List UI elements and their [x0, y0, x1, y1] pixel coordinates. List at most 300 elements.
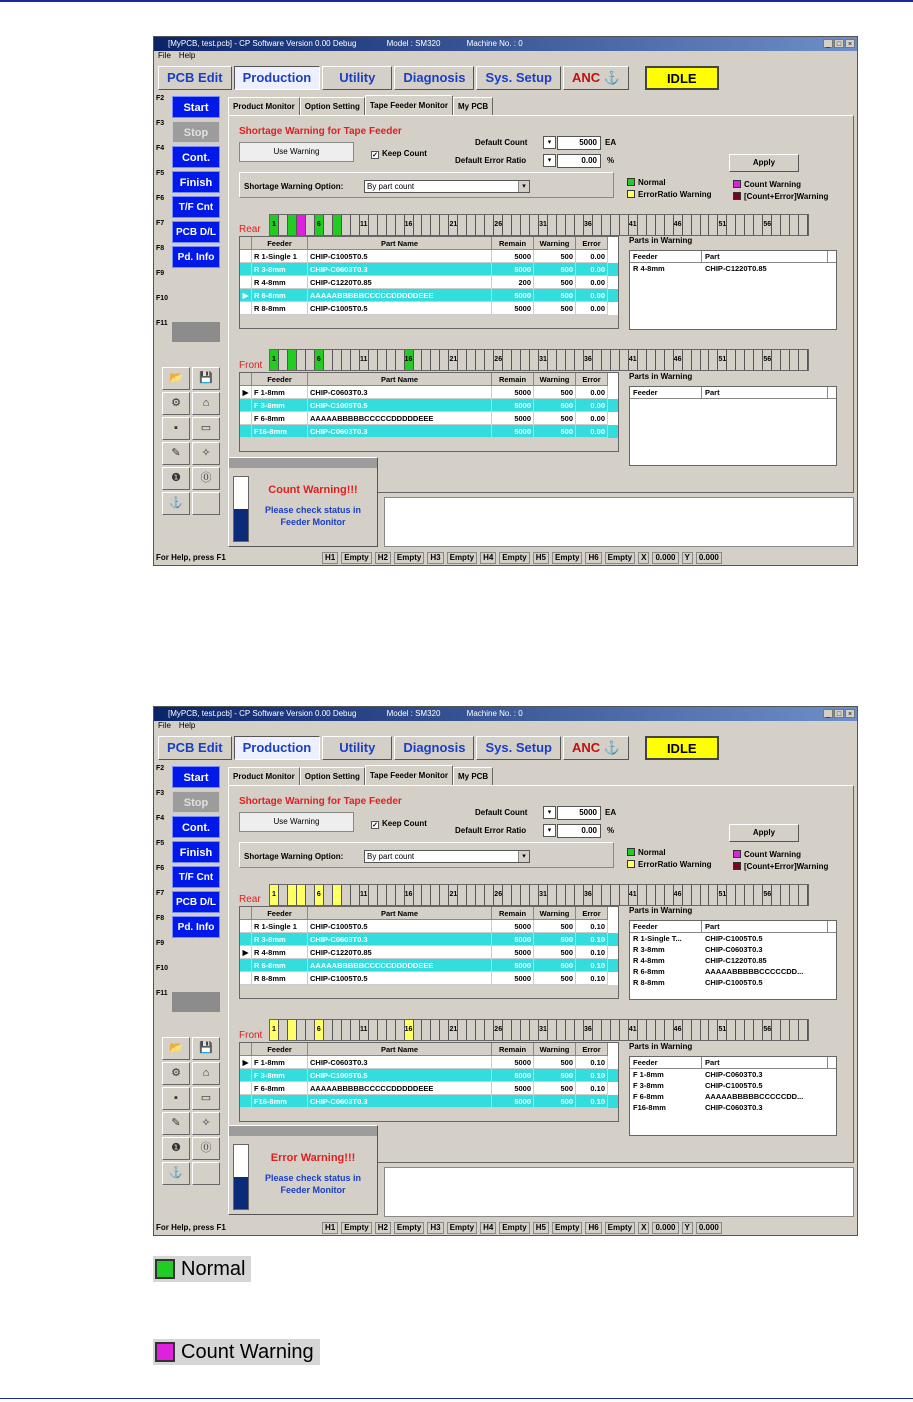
- header-cell[interactable]: Error: [576, 907, 608, 920]
- home-check-icon[interactable]: ⌂: [192, 1062, 220, 1085]
- blank-tool[interactable]: [192, 492, 220, 515]
- header-cell[interactable]: Feeder: [252, 907, 308, 920]
- default-error-dropdown[interactable]: ▾: [543, 824, 556, 837]
- feeder-slot[interactable]: [476, 1020, 485, 1040]
- feeder-slot[interactable]: [692, 350, 701, 370]
- feeder-slot[interactable]: [683, 1020, 692, 1040]
- tab-tape-feeder-monitor[interactable]: Tape Feeder Monitor: [365, 765, 453, 785]
- feeder-slot[interactable]: [611, 215, 620, 235]
- feeder-slot[interactable]: [440, 350, 449, 370]
- use-warning-button[interactable]: Use Warning: [239, 142, 354, 162]
- feeder-slot[interactable]: [566, 215, 575, 235]
- header-cell[interactable]: Error: [576, 1043, 608, 1056]
- feeder-slot[interactable]: [440, 885, 449, 905]
- list-item[interactable]: [630, 1091, 836, 1102]
- feeder-slot[interactable]: [396, 1020, 405, 1040]
- feeder-slot[interactable]: [431, 350, 440, 370]
- nav-utility[interactable]: Utility: [322, 736, 392, 760]
- feeder-slot[interactable]: [727, 350, 736, 370]
- fkey-f3-button[interactable]: Stop: [172, 121, 220, 143]
- feeder-slot[interactable]: [727, 215, 736, 235]
- table-row[interactable]: [240, 412, 618, 425]
- feeder-slot[interactable]: 6: [315, 1020, 324, 1040]
- list-item[interactable]: [630, 944, 836, 955]
- feeder-slot[interactable]: 1: [270, 350, 279, 370]
- default-error-field[interactable]: 0.00: [557, 824, 601, 838]
- header-cell[interactable]: Part Name: [308, 373, 492, 386]
- feeder-slot[interactable]: 41: [629, 885, 638, 905]
- wand-icon[interactable]: ✧: [192, 442, 220, 465]
- fkey-f7-button[interactable]: PCB D/L: [172, 891, 220, 913]
- feeder-slot[interactable]: [521, 885, 530, 905]
- feeder-slot[interactable]: 36: [584, 1020, 593, 1040]
- list-item[interactable]: [630, 933, 836, 944]
- feeder-slot[interactable]: [745, 350, 754, 370]
- feeder-slot[interactable]: [422, 885, 431, 905]
- fkey-f8-button[interactable]: Pd. Info: [172, 916, 220, 938]
- table-row[interactable]: [240, 1082, 618, 1095]
- feeder-slot[interactable]: [593, 215, 602, 235]
- feeder-slot[interactable]: [772, 885, 781, 905]
- list-item[interactable]: [630, 966, 836, 977]
- feeder-slot[interactable]: [647, 350, 656, 370]
- feeder-slot[interactable]: [602, 215, 611, 235]
- default-count-dropdown[interactable]: ▾: [543, 136, 556, 149]
- header-cell[interactable]: Remain: [492, 1043, 534, 1056]
- feeder-slot[interactable]: [701, 215, 710, 235]
- feeder-slot[interactable]: [772, 215, 781, 235]
- feeder-slot[interactable]: 51: [718, 215, 727, 235]
- feeder-slot[interactable]: [324, 885, 333, 905]
- feeder-slot[interactable]: [620, 885, 629, 905]
- feeder-slot[interactable]: [485, 215, 494, 235]
- feeder-slot[interactable]: [575, 350, 584, 370]
- table-row[interactable]: [240, 399, 618, 412]
- menu-help[interactable]: Help: [178, 721, 196, 730]
- table-row[interactable]: [240, 972, 618, 985]
- conveyor-icon[interactable]: ▭: [192, 1087, 220, 1110]
- feeder-slot[interactable]: [692, 885, 701, 905]
- feeder-slot[interactable]: [754, 1020, 763, 1040]
- grid-scrollbar[interactable]: [240, 438, 618, 451]
- maximize-icon[interactable]: □: [834, 39, 844, 48]
- feeder-slot[interactable]: [709, 350, 718, 370]
- header-cell[interactable]: Part: [702, 387, 828, 398]
- feeder-slot[interactable]: [458, 215, 467, 235]
- feeder-slot[interactable]: [467, 885, 476, 905]
- anchor-tool-icon[interactable]: ⚓: [162, 1162, 190, 1185]
- list-item[interactable]: [630, 977, 836, 988]
- feeder-slot[interactable]: [790, 215, 799, 235]
- feeder-slot[interactable]: [692, 215, 701, 235]
- minimize-icon[interactable]: _: [823, 709, 833, 718]
- feeder-slot[interactable]: [512, 885, 521, 905]
- feeder-slot[interactable]: [602, 885, 611, 905]
- close-icon[interactable]: ×: [845, 709, 855, 718]
- apply-button[interactable]: Apply: [729, 824, 799, 842]
- table-row[interactable]: [240, 386, 618, 399]
- feeder-slot[interactable]: [351, 1020, 360, 1040]
- feeder-slot[interactable]: [306, 885, 315, 905]
- feeder-slot[interactable]: 46: [674, 350, 683, 370]
- board-icon[interactable]: ▪: [162, 1087, 190, 1110]
- feeder-slot[interactable]: [665, 1020, 674, 1040]
- feeder-slot[interactable]: [727, 1020, 736, 1040]
- feeder-slot[interactable]: [548, 215, 557, 235]
- feeder-slot[interactable]: [575, 885, 584, 905]
- feeder-slot[interactable]: [620, 1020, 629, 1040]
- feeder-slot[interactable]: [656, 215, 665, 235]
- header-cell[interactable]: Warning: [534, 907, 576, 920]
- nav-pcb-edit[interactable]: PCB Edit: [158, 66, 232, 90]
- gear-reel-icon[interactable]: ⚙: [162, 1062, 190, 1085]
- feeder-slot[interactable]: [683, 885, 692, 905]
- feeder-slot[interactable]: [754, 350, 763, 370]
- feeder-slot[interactable]: 51: [718, 350, 727, 370]
- tab-product-monitor[interactable]: Product Monitor: [228, 97, 300, 115]
- feeder-slot[interactable]: [351, 885, 360, 905]
- feeder-slot[interactable]: [611, 1020, 620, 1040]
- lock-one-icon[interactable]: ❶: [162, 1137, 190, 1160]
- feeder-slot[interactable]: [745, 885, 754, 905]
- header-cell[interactable]: Feeder: [252, 1043, 308, 1056]
- feeder-slot[interactable]: [692, 1020, 701, 1040]
- feeder-slot[interactable]: [799, 885, 808, 905]
- feeder-slot[interactable]: [288, 350, 297, 370]
- header-cell[interactable]: Warning: [534, 237, 576, 250]
- feeder-slot[interactable]: [467, 1020, 476, 1040]
- header-cell[interactable]: Remain: [492, 373, 534, 386]
- save-icon[interactable]: 💾: [192, 1037, 220, 1060]
- default-error-field[interactable]: 0.00: [557, 154, 601, 168]
- feeder-slot[interactable]: [324, 350, 333, 370]
- feeder-slot[interactable]: [422, 350, 431, 370]
- feeder-slot[interactable]: [709, 1020, 718, 1040]
- feeder-slot[interactable]: 41: [629, 1020, 638, 1040]
- feeder-slot[interactable]: [485, 885, 494, 905]
- feeder-slot[interactable]: [288, 885, 297, 905]
- open-folder-icon[interactable]: 📂: [162, 1037, 190, 1060]
- feeder-slot[interactable]: [422, 1020, 431, 1040]
- feeder-slot[interactable]: [476, 215, 485, 235]
- feeder-slot[interactable]: [557, 215, 566, 235]
- feeder-slot[interactable]: [665, 215, 674, 235]
- feeder-slot[interactable]: [656, 350, 665, 370]
- feeder-slot[interactable]: 51: [718, 885, 727, 905]
- feeder-slot[interactable]: [566, 885, 575, 905]
- feeder-slot[interactable]: 56: [763, 350, 772, 370]
- header-cell[interactable]: Error: [576, 237, 608, 250]
- feeder-slot[interactable]: [288, 215, 297, 235]
- feeder-slot[interactable]: [611, 350, 620, 370]
- board-icon[interactable]: ▪: [162, 417, 190, 440]
- feeder-slot[interactable]: [297, 215, 306, 235]
- feeder-slot[interactable]: [521, 1020, 530, 1040]
- header-cell[interactable]: Remain: [492, 907, 534, 920]
- feeder-slot[interactable]: [593, 1020, 602, 1040]
- feeder-slot[interactable]: 11: [360, 885, 369, 905]
- nav-pcb-edit[interactable]: PCB Edit: [158, 736, 232, 760]
- feeder-slot[interactable]: [736, 215, 745, 235]
- feeder-slot[interactable]: [440, 215, 449, 235]
- feeder-slot[interactable]: [548, 885, 557, 905]
- feeder-slot[interactable]: 36: [584, 885, 593, 905]
- feeder-slot[interactable]: 31: [539, 350, 548, 370]
- table-row[interactable]: [240, 302, 618, 315]
- tab-my-pcb[interactable]: My PCB: [453, 767, 493, 785]
- feeder-slot[interactable]: [745, 215, 754, 235]
- feeder-slot[interactable]: 31: [539, 885, 548, 905]
- feeder-slot[interactable]: [503, 1020, 512, 1040]
- feeder-slot[interactable]: [799, 1020, 808, 1040]
- blank-tool[interactable]: [192, 1162, 220, 1185]
- feeder-slot[interactable]: [279, 350, 288, 370]
- header-cell[interactable]: Feeder: [630, 921, 702, 932]
- feeder-slot[interactable]: [548, 1020, 557, 1040]
- wand-icon[interactable]: ✧: [192, 1112, 220, 1135]
- feeder-slot[interactable]: [378, 350, 387, 370]
- feeder-slot[interactable]: [620, 215, 629, 235]
- conveyor-icon[interactable]: ▭: [192, 417, 220, 440]
- feeder-slot[interactable]: [602, 350, 611, 370]
- nav-sys-setup[interactable]: Sys. Setup: [476, 736, 560, 760]
- feeder-slot[interactable]: [387, 885, 396, 905]
- feeder-slot[interactable]: 56: [763, 215, 772, 235]
- nav-anc[interactable]: [563, 66, 629, 90]
- feeder-slot[interactable]: 41: [629, 350, 638, 370]
- feeder-slot[interactable]: [288, 1020, 297, 1040]
- apply-button[interactable]: Apply: [729, 154, 799, 172]
- feeder-slot[interactable]: [701, 885, 710, 905]
- tab-tape-feeder-monitor[interactable]: Tape Feeder Monitor: [365, 95, 453, 115]
- feeder-slot[interactable]: 21: [449, 1020, 458, 1040]
- feeder-slot[interactable]: [297, 1020, 306, 1040]
- feeder-slot[interactable]: [638, 885, 647, 905]
- feeder-slot[interactable]: [548, 350, 557, 370]
- feeder-slot[interactable]: [620, 350, 629, 370]
- feeder-slot[interactable]: [566, 350, 575, 370]
- feeder-slot[interactable]: [351, 350, 360, 370]
- feeder-slot[interactable]: [414, 215, 423, 235]
- option-select[interactable]: [364, 180, 530, 193]
- grid-scrollbar[interactable]: [240, 985, 618, 998]
- feeder-slot[interactable]: 51: [718, 1020, 727, 1040]
- feeder-slot[interactable]: 26: [494, 885, 503, 905]
- feeder-slot[interactable]: 31: [539, 215, 548, 235]
- feeder-slot[interactable]: [297, 885, 306, 905]
- header-cell[interactable]: Warning: [534, 373, 576, 386]
- fkey-f6-button[interactable]: T/F Cnt: [172, 196, 220, 218]
- feeder-slot[interactable]: [781, 1020, 790, 1040]
- header-cell[interactable]: Part: [702, 251, 828, 262]
- header-cell[interactable]: Part Name: [308, 907, 492, 920]
- header-cell[interactable]: Remain: [492, 237, 534, 250]
- fkey-f3-button[interactable]: Stop: [172, 791, 220, 813]
- feeder-slot[interactable]: [772, 1020, 781, 1040]
- table-row[interactable]: [240, 250, 618, 263]
- feeder-slot[interactable]: [342, 885, 351, 905]
- header-cell[interactable]: Feeder: [252, 373, 308, 386]
- nav-anc[interactable]: [563, 736, 629, 760]
- header-cell[interactable]: Part: [702, 1057, 828, 1068]
- feeder-slot[interactable]: 56: [763, 885, 772, 905]
- feeder-slot[interactable]: [575, 215, 584, 235]
- table-row[interactable]: [240, 946, 618, 959]
- feeder-slot[interactable]: 46: [674, 215, 683, 235]
- header-cell[interactable]: Feeder: [630, 387, 702, 398]
- fkey-f5-button[interactable]: Finish: [172, 171, 220, 193]
- table-row[interactable]: [240, 276, 618, 289]
- feeder-slot[interactable]: [458, 885, 467, 905]
- feeder-slot[interactable]: 31: [539, 1020, 548, 1040]
- feeder-slot[interactable]: [369, 1020, 378, 1040]
- feeder-slot[interactable]: 56: [763, 1020, 772, 1040]
- feeder-slot[interactable]: [467, 215, 476, 235]
- feeder-slot[interactable]: [781, 885, 790, 905]
- feeder-slot[interactable]: [790, 885, 799, 905]
- feeder-slot[interactable]: [683, 350, 692, 370]
- feeder-slot[interactable]: [530, 885, 539, 905]
- feeder-slot[interactable]: [333, 350, 342, 370]
- fkey-f11-blank[interactable]: [172, 322, 220, 342]
- feeder-slot[interactable]: [396, 350, 405, 370]
- feeder-slot[interactable]: [351, 215, 360, 235]
- feeder-slot[interactable]: 16: [405, 885, 414, 905]
- save-icon[interactable]: 💾: [192, 367, 220, 390]
- feeder-slot[interactable]: [656, 1020, 665, 1040]
- feeder-slot[interactable]: [297, 350, 306, 370]
- fkey-f2-button[interactable]: Start: [172, 96, 220, 118]
- header-cell[interactable]: Error: [576, 373, 608, 386]
- feeder-slot[interactable]: [602, 1020, 611, 1040]
- close-icon[interactable]: ×: [845, 39, 855, 48]
- feeder-slot[interactable]: [306, 350, 315, 370]
- feeder-slot[interactable]: [485, 350, 494, 370]
- minimize-icon[interactable]: _: [823, 39, 833, 48]
- feeder-slot[interactable]: [790, 350, 799, 370]
- feeder-slot[interactable]: [557, 1020, 566, 1040]
- feeder-slot[interactable]: [414, 1020, 423, 1040]
- feeder-slot[interactable]: [396, 215, 405, 235]
- lock-one-icon[interactable]: ❶: [162, 467, 190, 490]
- fkey-f11-blank[interactable]: [172, 992, 220, 1012]
- feeder-slot[interactable]: 6: [315, 885, 324, 905]
- nav-diagnosis[interactable]: Diagnosis: [394, 736, 474, 760]
- fkey-f6-button[interactable]: T/F Cnt: [172, 866, 220, 888]
- fkey-f5-button[interactable]: Finish: [172, 841, 220, 863]
- grid-scrollbar[interactable]: [240, 315, 618, 328]
- feeder-slot[interactable]: [414, 350, 423, 370]
- use-warning-button[interactable]: Use Warning: [239, 812, 354, 832]
- feeder-slot[interactable]: [530, 215, 539, 235]
- menu-file[interactable]: File: [158, 721, 171, 730]
- feeder-slot[interactable]: [431, 215, 440, 235]
- feeder-slot[interactable]: [279, 1020, 288, 1040]
- feeder-slot[interactable]: 46: [674, 885, 683, 905]
- tab-option-setting[interactable]: Option Setting: [300, 767, 365, 785]
- feeder-slot[interactable]: [387, 215, 396, 235]
- tab-my-pcb[interactable]: My PCB: [453, 97, 493, 115]
- tab-option-setting[interactable]: Option Setting: [300, 97, 365, 115]
- header-cell[interactable]: Feeder: [252, 237, 308, 250]
- feeder-slot[interactable]: [378, 1020, 387, 1040]
- feeder-slot[interactable]: [557, 885, 566, 905]
- feeder-slot[interactable]: [790, 1020, 799, 1040]
- anchor-tool-icon[interactable]: ⚓: [162, 492, 190, 515]
- feeder-slot[interactable]: [333, 215, 342, 235]
- feeder-slot[interactable]: [611, 885, 620, 905]
- list-item[interactable]: [630, 263, 836, 274]
- feeder-slot[interactable]: 26: [494, 215, 503, 235]
- list-item[interactable]: [630, 1069, 836, 1080]
- feeder-slot[interactable]: [638, 350, 647, 370]
- feeder-slot[interactable]: [799, 215, 808, 235]
- feeder-slot[interactable]: [799, 350, 808, 370]
- feeder-slot[interactable]: [593, 885, 602, 905]
- feeder-slot[interactable]: [503, 350, 512, 370]
- feeder-slot[interactable]: [665, 350, 674, 370]
- feeder-slot[interactable]: [781, 350, 790, 370]
- feeder-slot[interactable]: [665, 885, 674, 905]
- feeder-slot[interactable]: 41: [629, 215, 638, 235]
- maximize-icon[interactable]: □: [834, 709, 844, 718]
- feeder-slot[interactable]: [387, 350, 396, 370]
- nav-production[interactable]: Production: [234, 736, 321, 760]
- feeder-slot[interactable]: 16: [405, 1020, 414, 1040]
- nav-utility[interactable]: Utility: [322, 66, 392, 90]
- keep-count-checkbox[interactable]: [371, 149, 427, 159]
- header-cell[interactable]: Feeder: [630, 251, 702, 262]
- tab-product-monitor[interactable]: Product Monitor: [228, 767, 300, 785]
- feeder-slot[interactable]: [378, 885, 387, 905]
- fkey-f4-button[interactable]: Cont.: [172, 816, 220, 838]
- default-count-dropdown[interactable]: ▾: [543, 806, 556, 819]
- grid-scrollbar[interactable]: [240, 1108, 618, 1121]
- keep-count-checkbox[interactable]: [371, 819, 427, 829]
- table-row[interactable]: [240, 289, 618, 302]
- feeder-slot[interactable]: [467, 350, 476, 370]
- feeder-slot[interactable]: [458, 350, 467, 370]
- feeder-slot[interactable]: [512, 350, 521, 370]
- table-row[interactable]: [240, 933, 618, 946]
- feeder-slot[interactable]: [557, 350, 566, 370]
- feeder-slot[interactable]: 21: [449, 350, 458, 370]
- table-row[interactable]: [240, 425, 618, 438]
- feeder-slot[interactable]: [521, 350, 530, 370]
- default-error-dropdown[interactable]: ▾: [543, 154, 556, 167]
- feeder-slot[interactable]: [512, 1020, 521, 1040]
- feeder-slot[interactable]: 16: [405, 350, 414, 370]
- gear-reel-icon[interactable]: ⚙: [162, 392, 190, 415]
- feeder-slot[interactable]: 16: [405, 215, 414, 235]
- header-cell[interactable]: Part: [702, 921, 828, 932]
- home-check-icon[interactable]: ⌂: [192, 392, 220, 415]
- feeder-slot[interactable]: [342, 350, 351, 370]
- feeder-slot[interactable]: [396, 885, 405, 905]
- nav-diagnosis[interactable]: Diagnosis: [394, 66, 474, 90]
- feeder-slot[interactable]: [727, 885, 736, 905]
- feeder-slot[interactable]: [503, 215, 512, 235]
- feeder-slot[interactable]: [647, 885, 656, 905]
- feeder-slot[interactable]: [701, 1020, 710, 1040]
- feeder-slot[interactable]: [333, 1020, 342, 1040]
- feeder-slot[interactable]: [683, 215, 692, 235]
- feeder-slot[interactable]: 26: [494, 350, 503, 370]
- feeder-slot[interactable]: [431, 1020, 440, 1040]
- list-item[interactable]: [630, 1102, 836, 1113]
- feeder-slot[interactable]: [369, 215, 378, 235]
- feeder-slot[interactable]: [701, 350, 710, 370]
